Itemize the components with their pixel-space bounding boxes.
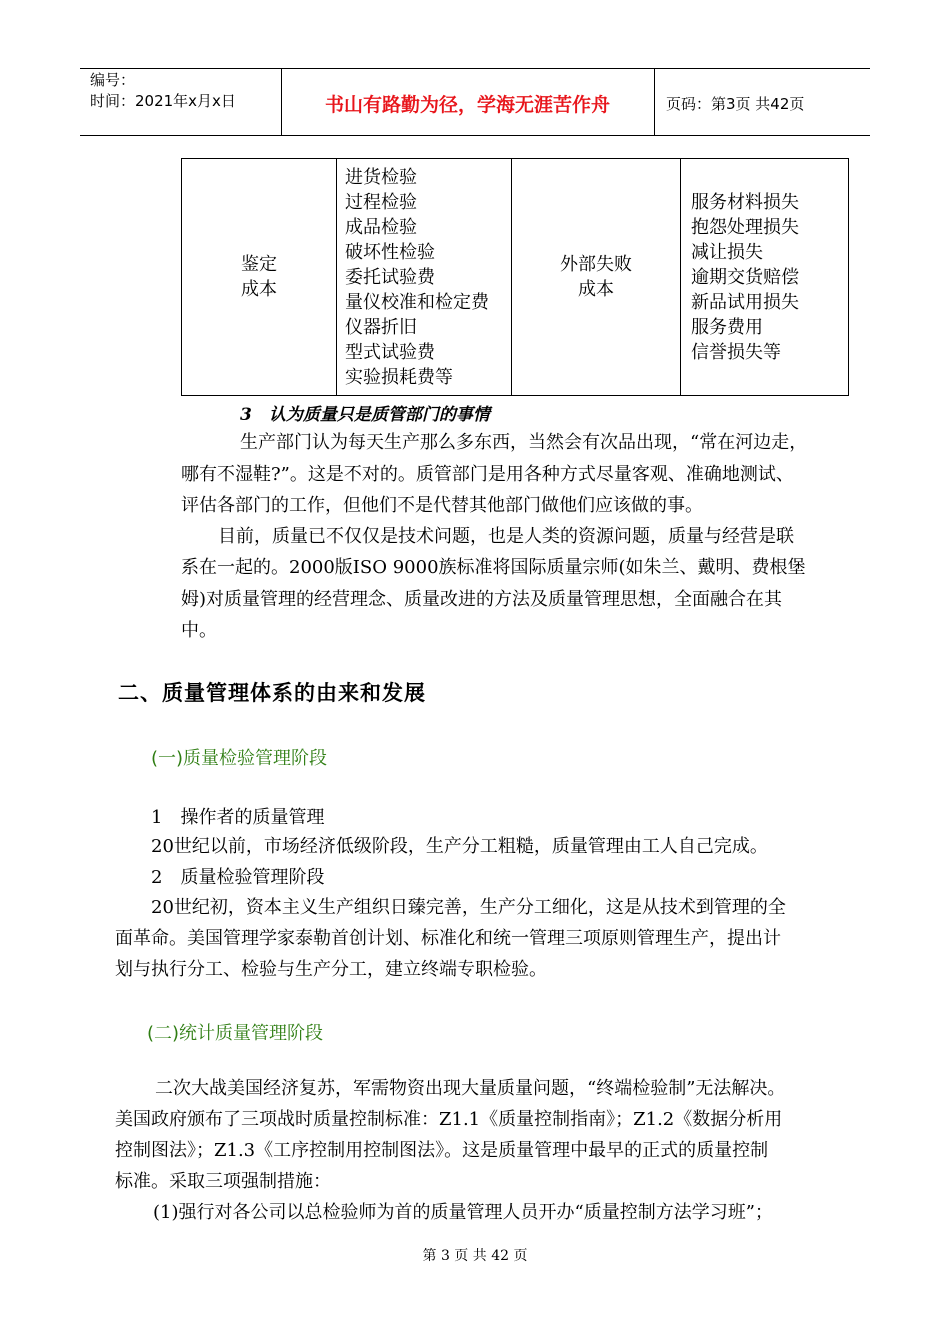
header-top-rule — [80, 68, 870, 69]
paragraph-line: 系在一起的。2000版ISO 9000族标准将国际质量宗师(如朱兰、戴明、费根堡 — [181, 557, 806, 578]
list-item: 服务材料损失 — [691, 191, 799, 213]
paragraph-line: 划与执行分工、检验与生产分工，建立终端专职检验。 — [115, 959, 547, 980]
list-item: 抱怨处理损失 — [691, 216, 799, 238]
list-item: 新品试用损失 — [691, 291, 799, 313]
appraisal-cost-label-line: 鉴定 — [241, 254, 277, 275]
list-item: 型式试验费 — [345, 341, 435, 363]
header-bottom-rule — [80, 135, 870, 136]
subsection-heading: (一)质量检验管理阶段 — [151, 748, 328, 769]
appraisal-cost-items — [337, 159, 512, 396]
header-motto: 书山有路勤为径，学海无涯苦作舟 — [324, 94, 610, 116]
list-item: 委托试验费 — [345, 266, 435, 288]
table-row — [182, 159, 849, 396]
paragraph-line: 20世纪初，资本主义生产组织日臻完善，生产分工细化，这是从技术到管理的全 — [151, 897, 786, 918]
paragraph-line: 20世纪以前，市场经济低级阶段，生产分工粗糙，质量管理由工人自己完成。 — [151, 836, 768, 857]
paragraph-line: (1)强行对各公司以总检验师为首的质量管理人员开办“质量控制方法学习班”； — [153, 1202, 773, 1223]
list-item: 减让损失 — [691, 241, 763, 263]
list-item: 量仪校准和检定费 — [345, 291, 489, 313]
list-item: 服务费用 — [691, 316, 763, 338]
external-failure-label-line: 成本 — [578, 279, 614, 300]
list-item: 仪器折旧 — [345, 316, 417, 338]
section-heading: 3 认为质量只是质管部门的事情 — [240, 405, 490, 425]
list-item: 过程检验 — [345, 191, 417, 213]
cost-table — [181, 158, 849, 396]
header-divider-2 — [654, 68, 655, 135]
paragraph-line: 评估各部门的工作，但他们不是代替其他部门做他们应该做的事。 — [181, 495, 703, 516]
paragraph-line: 中。 — [181, 620, 217, 641]
paragraph-line: 控制图法》；Z1.3《工序控制用控制图法》。这是质量管理中最早的正式的质量控制 — [115, 1140, 769, 1161]
external-failure-cost-items — [681, 159, 849, 396]
page-footer: 第 3 页 共 42 页 — [422, 1248, 528, 1264]
list-item: 成品检验 — [345, 216, 417, 238]
subsection-heading: (二)统计质量管理阶段 — [147, 1023, 324, 1044]
paragraph-line: 美国政府颁布了三项战时质量控制标准：Z1.1《质量控制指南》；Z1.2《数据分析用 — [115, 1109, 783, 1130]
paragraph-line: 目前，质量已不仅仅是技术问题，也是人类的资源问题，质量与经营是联 — [218, 526, 794, 547]
paragraph-line: 标准。采取三项强制措施： — [115, 1171, 331, 1192]
appraisal-cost-label-line: 成本 — [241, 279, 277, 300]
chapter-heading: 二、质量管理体系的由来和发展 — [118, 680, 426, 705]
header-time: 时间：2021年x月x日 — [90, 92, 236, 110]
external-failure-cost-label — [512, 159, 681, 396]
list-item: 进货检验 — [345, 166, 417, 188]
header-code: 编号： — [90, 71, 136, 89]
list-item: 破坏性检验 — [345, 241, 435, 263]
paragraph-line: 2 质量检验管理阶段 — [151, 867, 325, 888]
external-failure-label-line: 外部失败 — [560, 254, 632, 275]
paragraph-line: 二次大战美国经济复苏，军需物资出现大量质量问题，“终端检验制”无法解决。 — [155, 1078, 786, 1099]
paragraph-line: 面革命。美国管理学家泰勒首创计划、标准化和统一管理三项原则管理生产，提出计 — [115, 928, 781, 949]
paragraph-line: 1 操作者的质量管理 — [151, 807, 325, 828]
paragraph-line: 哪有不湿鞋?”。这是不对的。质管部门是用各种方式尽量客观、准确地测试、 — [181, 464, 794, 485]
appraisal-cost-label — [182, 159, 337, 396]
paragraph-line: 姆)对质量管理的经营理念、质量改进的方法及质量管理思想，全面融合在其 — [181, 589, 783, 610]
list-item: 信誉损失等 — [691, 341, 781, 363]
list-item: 实验损耗费等 — [345, 366, 453, 388]
list-item: 逾期交货赔偿 — [691, 266, 799, 288]
header-meta — [90, 70, 236, 112]
header-page-number: 页码：第3页 共42页 — [666, 95, 805, 113]
paragraph-line: 生产部门认为每天生产那么多东西，当然会有次品出现，“常在河边走， — [240, 432, 808, 453]
